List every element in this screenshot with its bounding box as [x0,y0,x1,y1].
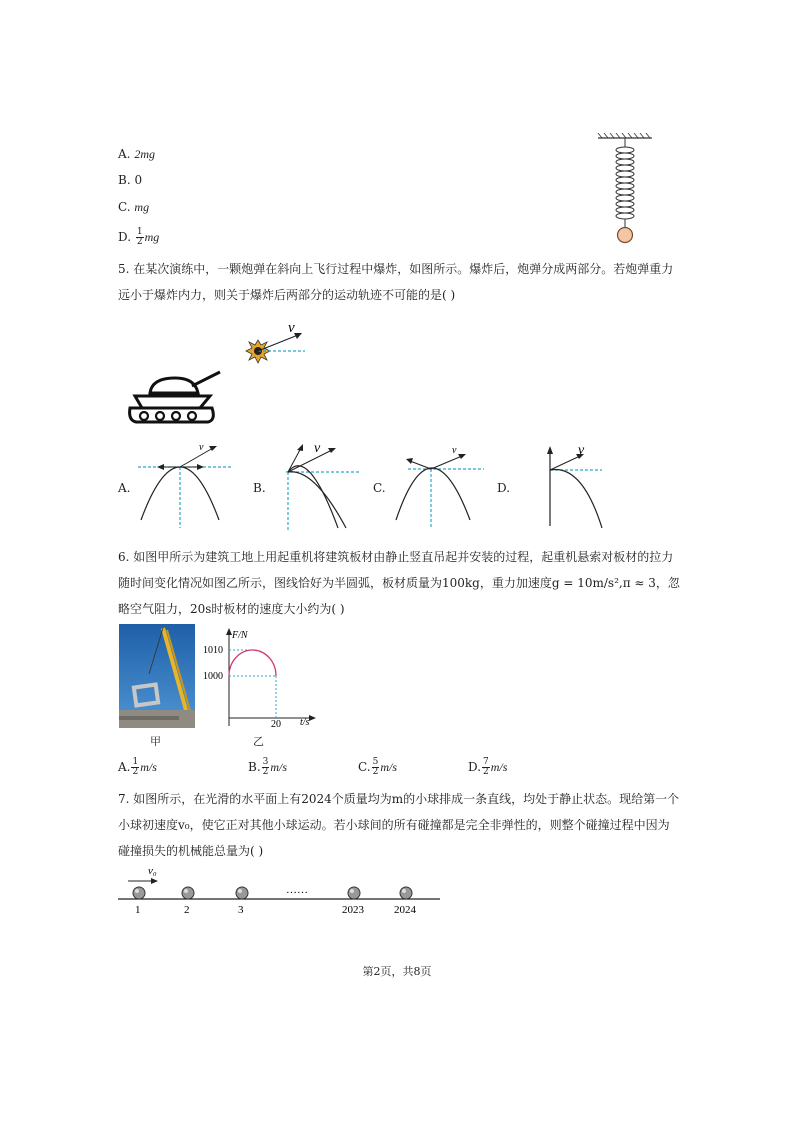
ball-label-2: 2 [184,904,190,916]
q6-option-d: D. $\frac{7}{2}$ m/s [468,757,508,777]
q5-option-b-figure [268,440,368,532]
ball-1 [133,887,145,899]
ellipsis: …… [286,884,308,896]
x-tick-20: 20 [271,719,281,730]
ball-label-2024: 2024 [394,904,416,916]
spring-figure [596,133,654,247]
q7-line2: 小球初速度v₀，使它正对其他小球运动。若小球间的所有碰撞都是完全非弹性的，则整个碰撞过程中因为 [118,818,670,832]
crane-photo [119,624,195,728]
ball-label-3: 3 [238,904,244,916]
q6-line1: 6. 如图甲所示为建筑工地上用起重机将建筑板材由静止竖直吊起并安装的过程，起重机悬索对板材的拉力 [118,550,674,564]
force-time-chart [200,624,322,730]
q4-option-a: A. 2mg [118,147,155,161]
q6-option-b: B. $\frac{3}{2}$ m/s [248,757,288,777]
ball-2023 [348,887,360,899]
q6-option-c: C. $\frac{5}{2}$ m/s [358,757,397,777]
q7-line3: 碰撞损失的机械能总量为( ) [118,844,264,858]
q6-option-a: A. $\frac{1}{2}$ m/s [118,757,157,777]
q4-option-c: C. mg [118,200,150,214]
fig-jia-caption: 甲 [150,735,161,748]
ball-label-1: 1 [135,904,141,916]
x-axis-arrow [309,715,316,721]
page-footer: 第2页，共8页 [362,965,432,978]
q4-option-d: D. $\frac{1}{2}$ mg [118,227,160,247]
ball-icon [618,228,633,243]
v0-label: v₀ [148,865,157,877]
q5-option-a-label: A. [118,481,131,495]
tank-icon [130,372,220,422]
svg-text:v: v [314,441,321,456]
ball-2024 [400,887,412,899]
q5-option-b-label: B. [253,481,266,495]
q6-line3: 略空气阻力，20s时板材的速度大小约为( ) [118,602,345,616]
arrow-right-icon [151,878,158,884]
q5-line1: 5. 在某次演练中，一颗炮弹在斜向上飞行过程中爆炸，如图所示。爆炸后，炮弹分成两部分。若炮弹重力 [118,262,674,276]
q7-line1: 7. 如图所示，在光滑的水平面上有2024个质量均为m的小球排成一条直线，均处于静止状态。现给第一个 [118,792,680,806]
svg-text:v: v [452,445,457,456]
v-label: v [288,320,295,336]
svg-text:v: v [578,443,585,458]
ball-label-2023: 2023 [342,904,364,916]
svg-text:v: v [199,442,204,453]
q5-option-d-figure [512,440,612,530]
force-curve [229,650,276,676]
y-tick-1010: 1010 [203,645,223,656]
ball-3 [236,887,248,899]
y-tick-1000: 1000 [203,671,223,682]
q5-line2: 远小于爆炸内力，则关于爆炸后两部分的运动轨迹不可能的是( ) [118,288,456,302]
q5-option-a-figure [133,440,233,530]
q5-option-c-label: C. [373,481,386,495]
ball-2 [182,887,194,899]
q4-option-b: B. 0 [118,173,143,187]
balls-figure [118,862,448,918]
y-axis-label: F/N [232,630,248,641]
fig-yi-caption: 乙 [253,735,264,748]
q5-option-c-figure [388,440,488,530]
q5-option-d-label: D. [497,481,511,495]
x-axis-label: t/s [300,717,310,728]
tank-explosion-figure [120,318,320,430]
q6-line2: 随时间变化情况如图乙所示，图线恰好为半圆弧，板材质量为100kg，重力加速度g = 10m/s²,π ≈ 3，忽 [118,576,680,590]
